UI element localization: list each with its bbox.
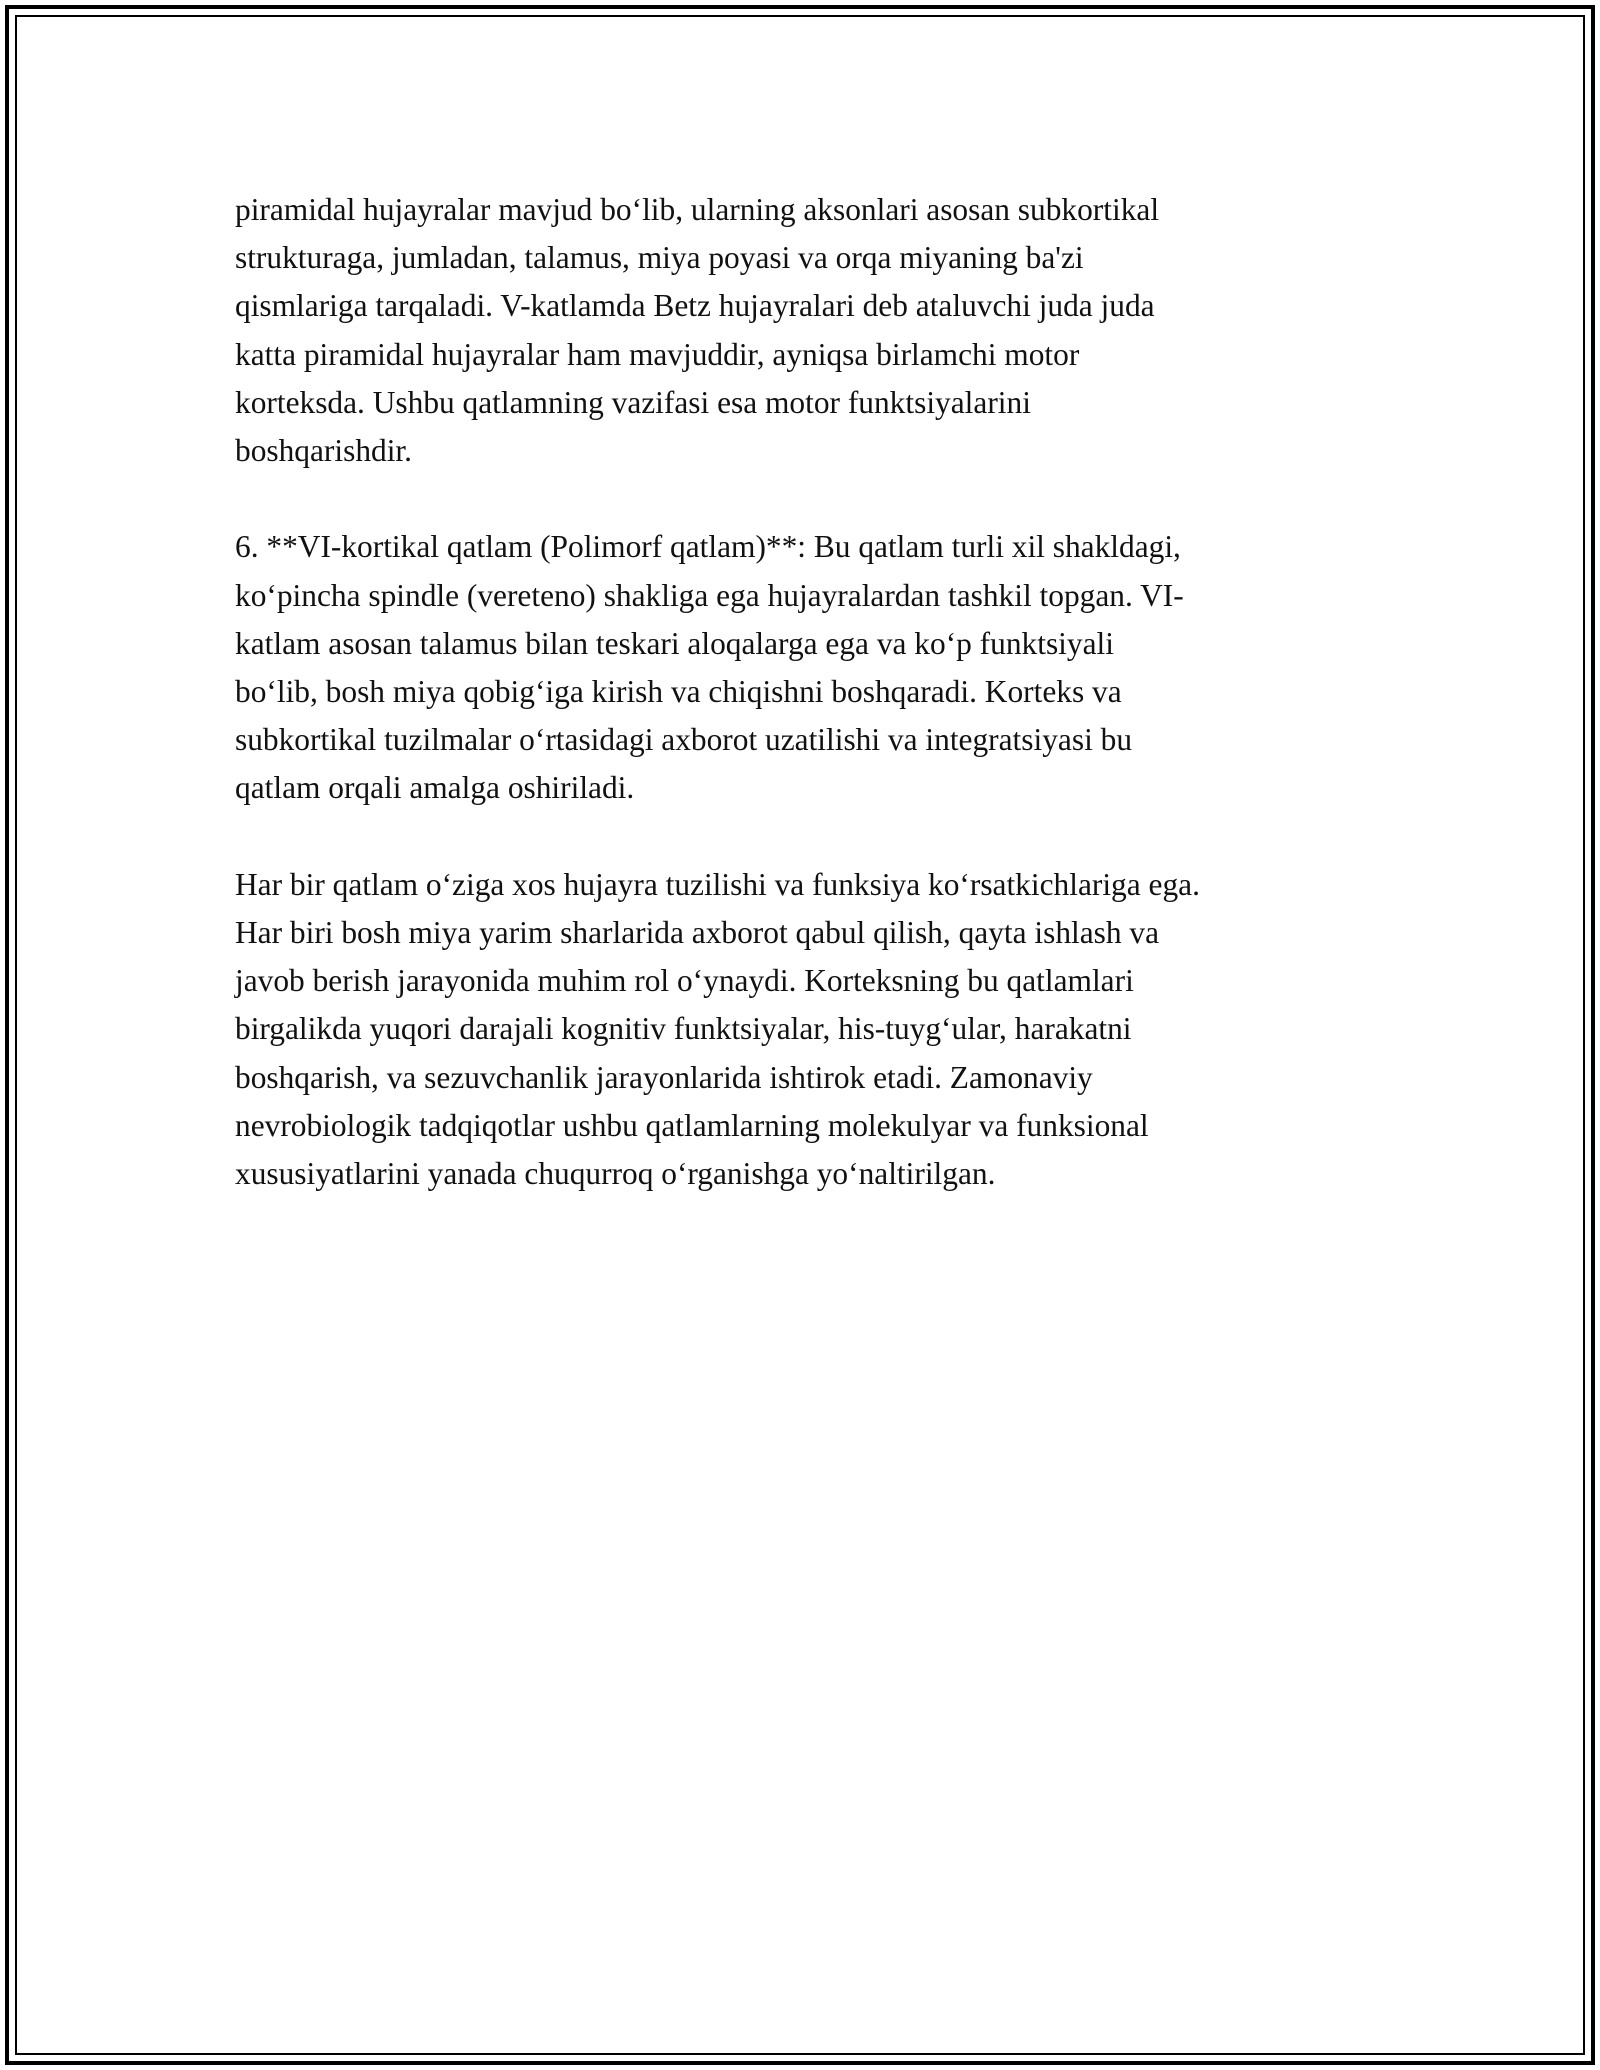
paragraph-summary: Har bir qatlam o‘ziga xos hujayra tuzilishi va funksiya ko‘rsatkichlariga ega. Har biri bosh miya yarim sharlarida axborot qabul qilish, qayta ishlash va javob berish jarayonida muhim rol o‘ynaydi. Korteksning bu qatlamlari birgalikda yuqori darajali kognitiv funktsiyalar, his-tuyg‘ular, harakatni boshqarish, va sezuvchanlik jarayonlarida ishtirok etadi. Zamonaviy nevrobiologik tadqiqotlar ushbu qatlamlarning molekulyar va funksional xususiyatlarini yanada chuqurroq o‘rganishga yo‘naltirilgan. bbox=[235, 866, 1200, 1192]
paragraph-layer-v-continued: piramidal hujayralar mavjud bo‘lib, ularning aksonlari asosan subkortikal strukturaga, jumladan, talamus, miya poyasi va orqa miyaning ba'zi qismlariga tarqaladi. V-katlamda Betz hujayralari deb ataluvchi juda juda katta piramidal hujayralar ham mavjuddir, ayniqsa birlamchi motor korteksda. Ushbu qatlamning vazifasi esa motor funktsiyalarini boshqarishdir. bbox=[235, 192, 1160, 469]
document-body bbox=[235, 186, 1385, 1246]
paragraph-layer-vi: 6. **VI-kortikal qatlam (Polimorf qatlam)**: Bu qatlam turli xil shakldagi, ko‘pincha spindle (vereteno) shakliga ega hujayralardan tashkil topgan. VI- katlam asosan talamus bilan teskari aloqalarga ega va ko‘p funktsiyali bo‘lib, bosh miya qobig‘iga kirish va chiqishni boshqaradi. Korteks va subkortikal tuzilmalar o‘rtasidagi axborot uzatilishi va integratsiyasi bu qatlam orqali amalga oshiriladi. bbox=[235, 529, 1184, 806]
